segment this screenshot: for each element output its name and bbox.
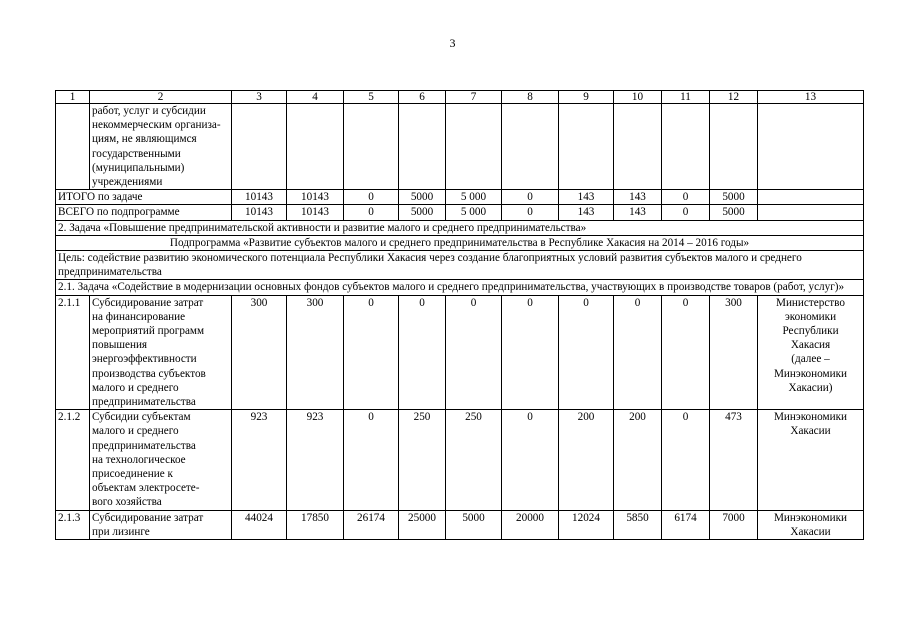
- value-cell: 0: [559, 295, 614, 410]
- value-cell: 0: [344, 205, 399, 220]
- value-cell: 10143: [287, 205, 344, 220]
- row-code: 2.1.3: [56, 510, 90, 539]
- task2-heading-row: [56, 220, 864, 235]
- value-cell: 44024: [232, 510, 287, 539]
- value-cell: 5000: [399, 190, 446, 205]
- text-line: (далее –: [791, 353, 830, 366]
- text-line: Хакасии): [788, 381, 833, 394]
- executor-cell: [758, 190, 864, 205]
- text-line: некоммерческим организа-: [92, 119, 221, 132]
- text-line: на технологическое: [92, 453, 186, 466]
- executor-cell: [758, 104, 864, 190]
- text-line: объектам электросете-: [92, 482, 200, 495]
- executor-cell: [758, 410, 864, 510]
- continuation-row: [56, 104, 864, 190]
- text-line: малого и среднего: [92, 425, 179, 438]
- value-cell: 0: [399, 295, 446, 410]
- table-row: [56, 410, 864, 510]
- column-number: 11: [662, 91, 710, 104]
- value-cell: [710, 104, 758, 190]
- subprogram-heading-row: [56, 235, 864, 250]
- value-cell: 10143: [232, 190, 287, 205]
- value-cell: [559, 104, 614, 190]
- value-cell: 200: [559, 410, 614, 510]
- value-cell: 250: [446, 410, 502, 510]
- value-cell: 923: [287, 410, 344, 510]
- value-cell: [502, 104, 559, 190]
- text-line: мероприятий программ: [92, 325, 205, 338]
- value-cell: 300: [287, 295, 344, 410]
- value-cell: [662, 104, 710, 190]
- column-number: 5: [344, 91, 399, 104]
- value-cell: 10143: [287, 190, 344, 205]
- value-cell: 0: [614, 295, 662, 410]
- text-line: энергоэффективности: [92, 353, 197, 366]
- column-number: 4: [287, 91, 344, 104]
- value-cell: 0: [344, 190, 399, 205]
- text-line: работ, услуг и субсидии: [92, 105, 206, 117]
- text-line: производства субъектов: [92, 367, 206, 380]
- task21-heading-row: [56, 280, 864, 295]
- column-number: 13: [758, 91, 864, 104]
- text-line: Субсидии субъектам: [92, 411, 191, 424]
- task-heading: 2.1. Задача «Содействие в модернизации основных фондов субъектов малого и среднего предпринимательства, участвующих в производстве товаров (работ, услуг)»: [56, 280, 864, 295]
- executor-cell: [758, 205, 864, 220]
- value-cell: 0: [502, 190, 559, 205]
- text-line: (муниципальными): [92, 161, 185, 174]
- value-cell: 10143: [232, 205, 287, 220]
- value-cell: [232, 104, 287, 190]
- text-line: циям, не являющимся: [92, 133, 197, 146]
- value-cell: 200: [614, 410, 662, 510]
- executor-cell: [758, 295, 864, 410]
- value-cell: 5850: [614, 510, 662, 539]
- value-cell: 20000: [502, 510, 559, 539]
- column-number-row: [56, 91, 864, 104]
- text-line: Минэкономики: [773, 511, 848, 524]
- value-cell: 17850: [287, 510, 344, 539]
- text-line: малого и среднего: [92, 381, 179, 394]
- column-number: 7: [446, 91, 502, 104]
- executor-cell: [758, 510, 864, 539]
- text-line: на финансирование: [92, 310, 186, 323]
- value-cell: 5 000: [446, 205, 502, 220]
- text-line: присоединение к: [92, 468, 173, 481]
- text-line: предпринимательства: [92, 439, 196, 452]
- page-number: 3: [449, 36, 456, 50]
- text-line: экономики: [784, 310, 837, 323]
- text-line: Минэкономики: [773, 367, 848, 380]
- value-cell: 143: [614, 190, 662, 205]
- row-code: 2.1.2: [56, 410, 90, 510]
- text-line: при лизинге: [92, 525, 150, 538]
- column-number: 6: [399, 91, 446, 104]
- text-line: Хакасии: [790, 425, 831, 438]
- text-line: Республики: [782, 325, 839, 338]
- value-cell: 143: [559, 190, 614, 205]
- value-cell: 0: [662, 410, 710, 510]
- table-row: [56, 295, 864, 410]
- value-cell: 300: [232, 295, 287, 410]
- value-cell: [614, 104, 662, 190]
- value-cell: 12024: [559, 510, 614, 539]
- text-line: предпринимательства: [92, 396, 196, 409]
- column-number: 8: [502, 91, 559, 104]
- task-heading: 2. Задача «Повышение предпринимательской активности и развитие малого и среднего предпринимательства»: [56, 220, 864, 235]
- value-cell: 0: [502, 410, 559, 510]
- value-cell: 0: [344, 410, 399, 510]
- total-task-label: ИТОГО по задаче: [56, 190, 232, 205]
- value-cell: [446, 104, 502, 190]
- total-subprogram-label: ВСЕГО по подпрограмме: [56, 205, 232, 220]
- code-cell: [56, 104, 90, 190]
- column-number: 1: [56, 91, 90, 104]
- value-cell: 7000: [710, 510, 758, 539]
- value-cell: [287, 104, 344, 190]
- column-number: 9: [559, 91, 614, 104]
- goal-heading: Цель: содействие развитию экономического потенциала Республики Хакасия через создание благоприятных условий развития субъектов малого и среднего предпринимательства: [56, 251, 864, 280]
- value-cell: 0: [502, 205, 559, 220]
- column-number: 12: [710, 91, 758, 104]
- text-line: Министерство: [776, 296, 845, 309]
- text-line: учреждениями: [92, 176, 163, 189]
- text-line: повышения: [92, 339, 148, 352]
- value-cell: 5000: [399, 205, 446, 220]
- value-cell: 25000: [399, 510, 446, 539]
- value-cell: 0: [662, 205, 710, 220]
- value-cell: [344, 104, 399, 190]
- subprogram-heading: Подпрограмма «Развитие субъектов малого и среднего предпринимательства в Республике Хакасия на 2014 – 2016 годы»: [56, 235, 864, 250]
- column-number: 3: [232, 91, 287, 104]
- text-line: Хакасии: [790, 525, 831, 538]
- value-cell: 923: [232, 410, 287, 510]
- value-cell: 26174: [344, 510, 399, 539]
- budget-table: [55, 90, 864, 540]
- row-name: [90, 510, 232, 539]
- column-number: 2: [90, 91, 232, 104]
- continuation-name-cell: [90, 104, 232, 190]
- text-line: вого хозяйства: [92, 496, 162, 509]
- value-cell: [399, 104, 446, 190]
- value-cell: 5000: [710, 205, 758, 220]
- row-name: [90, 295, 232, 410]
- value-cell: 6174: [662, 510, 710, 539]
- value-cell: 0: [502, 295, 559, 410]
- value-cell: 473: [710, 410, 758, 510]
- goal-heading-row: [56, 251, 864, 280]
- text-line: Субсидирование затрат: [92, 511, 204, 524]
- value-cell: 0: [662, 190, 710, 205]
- total-task-row: [56, 190, 864, 205]
- total-subprogram-row: [56, 205, 864, 220]
- value-cell: 0: [662, 295, 710, 410]
- value-cell: 5000: [446, 510, 502, 539]
- row-code: 2.1.1: [56, 295, 90, 410]
- value-cell: 250: [399, 410, 446, 510]
- row-name: [90, 410, 232, 510]
- value-cell: 5 000: [446, 190, 502, 205]
- text-line: Хакасия: [790, 339, 831, 352]
- table-row: [56, 510, 864, 539]
- value-cell: 300: [710, 295, 758, 410]
- text-line: государственными: [92, 147, 181, 160]
- text-line: Минэкономики: [773, 411, 848, 424]
- text-line: Субсидирование затрат: [92, 296, 204, 309]
- value-cell: 143: [559, 205, 614, 220]
- value-cell: 5000: [710, 190, 758, 205]
- value-cell: 0: [344, 295, 399, 410]
- column-number: 10: [614, 91, 662, 104]
- value-cell: 0: [446, 295, 502, 410]
- value-cell: 143: [614, 205, 662, 220]
